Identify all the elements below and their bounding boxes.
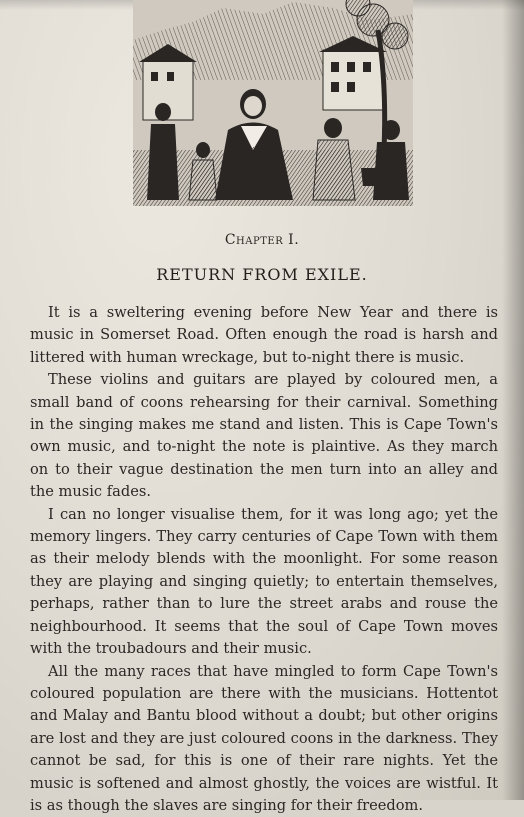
woodcut-illustration	[133, 0, 413, 206]
paragraph-2: These violins and guitars are played by coloured men, a small band of coons rehearsing for their carnival. Something in the singing makes me stand and listen. This is Cape Town's own music, and to-night the note is plaintive. As they march on to their vague destination the men turn into an alley and the music fades.	[30, 369, 498, 503]
chapter-body	[30, 302, 498, 817]
chapter-heading: Chapter I.	[0, 232, 524, 248]
paragraph-1: It is a sweltering evening before New Year and there is music in Somerset Road. Often enough the road is harsh and littered with human wreckage, but to-night there is music.	[30, 302, 498, 369]
paragraph-3: I can no longer visualise them, for it was long ago; yet the memory lingers. They carry centuries of Cape Town with them as their melody blends with the moonlight. For some reason they are playing and singing quietly; to entertain themselves, perhaps, rather than to lure the street arabs and rouse the neighbourhood. It seems that the soul of Cape Town moves with the troubadours and their music.	[30, 504, 498, 661]
page-gutter-shadow	[502, 0, 524, 800]
paragraph-4: All the many races that have mingled to form Cape Town's coloured population are there with the musicians. Hottentot and Malay and Bantu blood without a doubt; but other origins are lost and they are just coloured coons in the darkness. They cannot be sad, for this is one of their rare nights. Yet the music is softened and almost ghostly, the voices are wistful. It is as though the slaves are singing for their freedom.	[30, 661, 498, 817]
chapter-title: RETURN FROM EXILE.	[0, 265, 524, 284]
